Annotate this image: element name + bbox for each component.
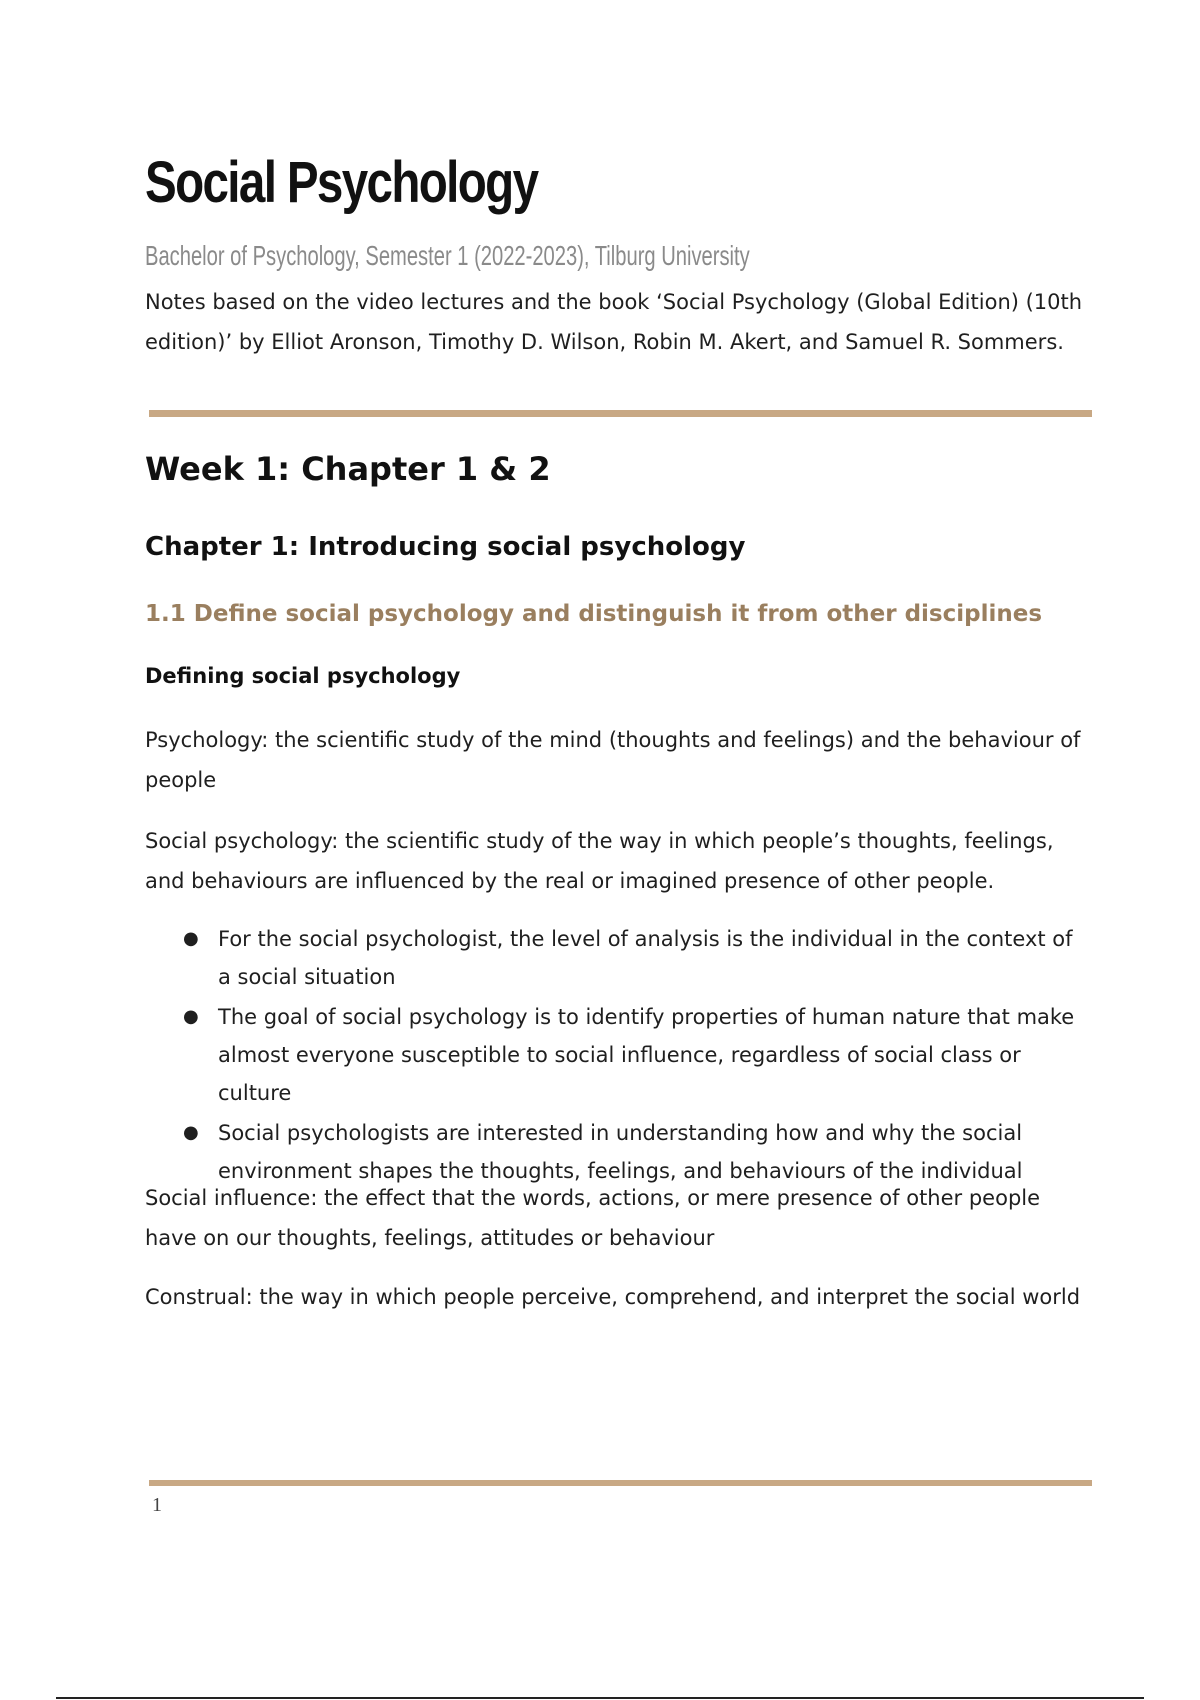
psychology-definition: Psychology: the scientific study of the mind (thoughts and feelings) and the behaviour of people [145,728,1081,792]
document-intro: Notes based on the video lectures and the book ‘Social Psychology (Global Edition) (10th edition)’ by Elliot Aronson, Timothy D. Wilson, Robin M. Akert, and Samuel R. Sommers. [145,290,1083,354]
list-item-text: The goal of social psychology is to identify properties of human nature that make almost everyone susceptible to social influence, regardless of social class or culture [218,1005,1075,1105]
bullet-icon: ● [183,1122,199,1143]
bullet-icon: ● [183,1006,199,1027]
document-header [145,150,1090,362]
page-bottom-edge [56,1697,1144,1699]
page-number: 1 [152,1494,162,1516]
chapter-heading: Chapter 1: Introducing social psychology [145,532,746,562]
week-heading: Week 1: Chapter 1 & 2 [145,450,551,488]
document-title: Social Psychology [145,150,538,215]
section-heading: 1.1 Define social psychology and distinguish it from other disciplines [145,601,1043,627]
bottom-divider [149,1480,1092,1486]
construal-definition: Construal: the way in which people perceive, comprehend, and interpret the social world [145,1285,1081,1309]
social-influence-definition: Social influence: the effect that the words, actions, or mere presence of other people have on our thoughts, feelings, attitudes or behaviour [145,1186,1041,1250]
bullet-list [145,920,1090,1192]
list-item [145,998,1090,1112]
social-psychology-definition: Social psychology: the scientific study of the way in which people’s thoughts, feelings, and behaviours are influenced by the real or imagined presence of other people. [145,829,1054,893]
subsection-heading: Defining social psychology [145,664,461,688]
document-subtitle: Bachelor of Psychology, Semester 1 (2022-2023), Tilburg University [145,240,750,271]
list-item [145,920,1090,996]
top-divider [149,410,1092,417]
bullet-icon: ● [183,928,199,949]
list-item-text: Social psychologists are interested in understanding how and why the social environment shapes the thoughts, feelings, and behaviours of the individual [218,1121,1023,1183]
list-item-text: For the social psychologist, the level of analysis is the individual in the context of a social situation [218,927,1073,989]
